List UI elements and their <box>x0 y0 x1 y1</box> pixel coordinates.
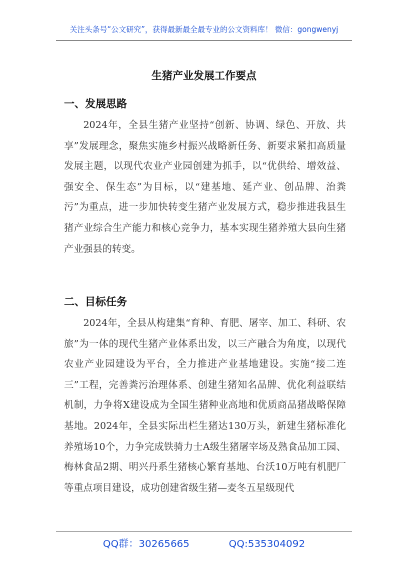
section-paragraph-1: 2024年，全县生猪产业坚持“创新、协调、绿色、开放、共享”发展理念，聚焦实施乡村振兴战略新任务、新要求紧扣高质量发展主题，以现代农业产业园创建为抓手，以“优供给、增效益、强安全、保生态”为目标，以“建基地、延产业、创品牌、治粪污”为重点，进一步加快转变生猪产业发展方式，稳步推进我县生猪产业综合生产能力和核心竞争力，基本实现生猪养殖大县向生猪产业强县的转变。 <box>64 120 346 255</box>
document-title: 生猪产业发展工作要点 <box>151 70 257 82</box>
header-banner: 关注头条号“公文研究”，获得最新最全最专业的公文资料库！ 微信：gongwenyj <box>69 25 339 34</box>
footer-divider <box>56 531 352 532</box>
footer-qq-group: QQ群：30265665 <box>102 539 190 550</box>
footer-qq-number: QQ:535304092 <box>228 539 306 550</box>
header-divider <box>56 40 352 41</box>
section-heading-2: 二、目标任务 <box>64 296 127 308</box>
section-paragraph-2: 2024年，全县从构建集“育种、育肥、屠宰、加工、科研、农旅”为一体的现代生猪产业体系出发，以三产融合为角度，以现代农业产业园建设为平台，全力推进产业基地建设。实施“接二连三”工程，完善粪污治理体系、创建生猪知名品牌、优化利益联结机制，力争将X建设成为全国生猪种业高地和优质商品猪战略保障基地。2024年，全县实际出栏生猪达130万头，新建生猪标准化养殖场10个，力争完成铁骑力士A级生猪屠宰场及熟食品加工园、梅林食品2期、明兴丹系生猪核心繁育基地、台沃10万吨有机肥厂等重点项目建设，成功创建省级生猪—麦冬五星级现代 <box>64 318 346 494</box>
footer-contact <box>0 535 408 550</box>
section-heading-1: 一、发展思路 <box>64 98 127 110</box>
